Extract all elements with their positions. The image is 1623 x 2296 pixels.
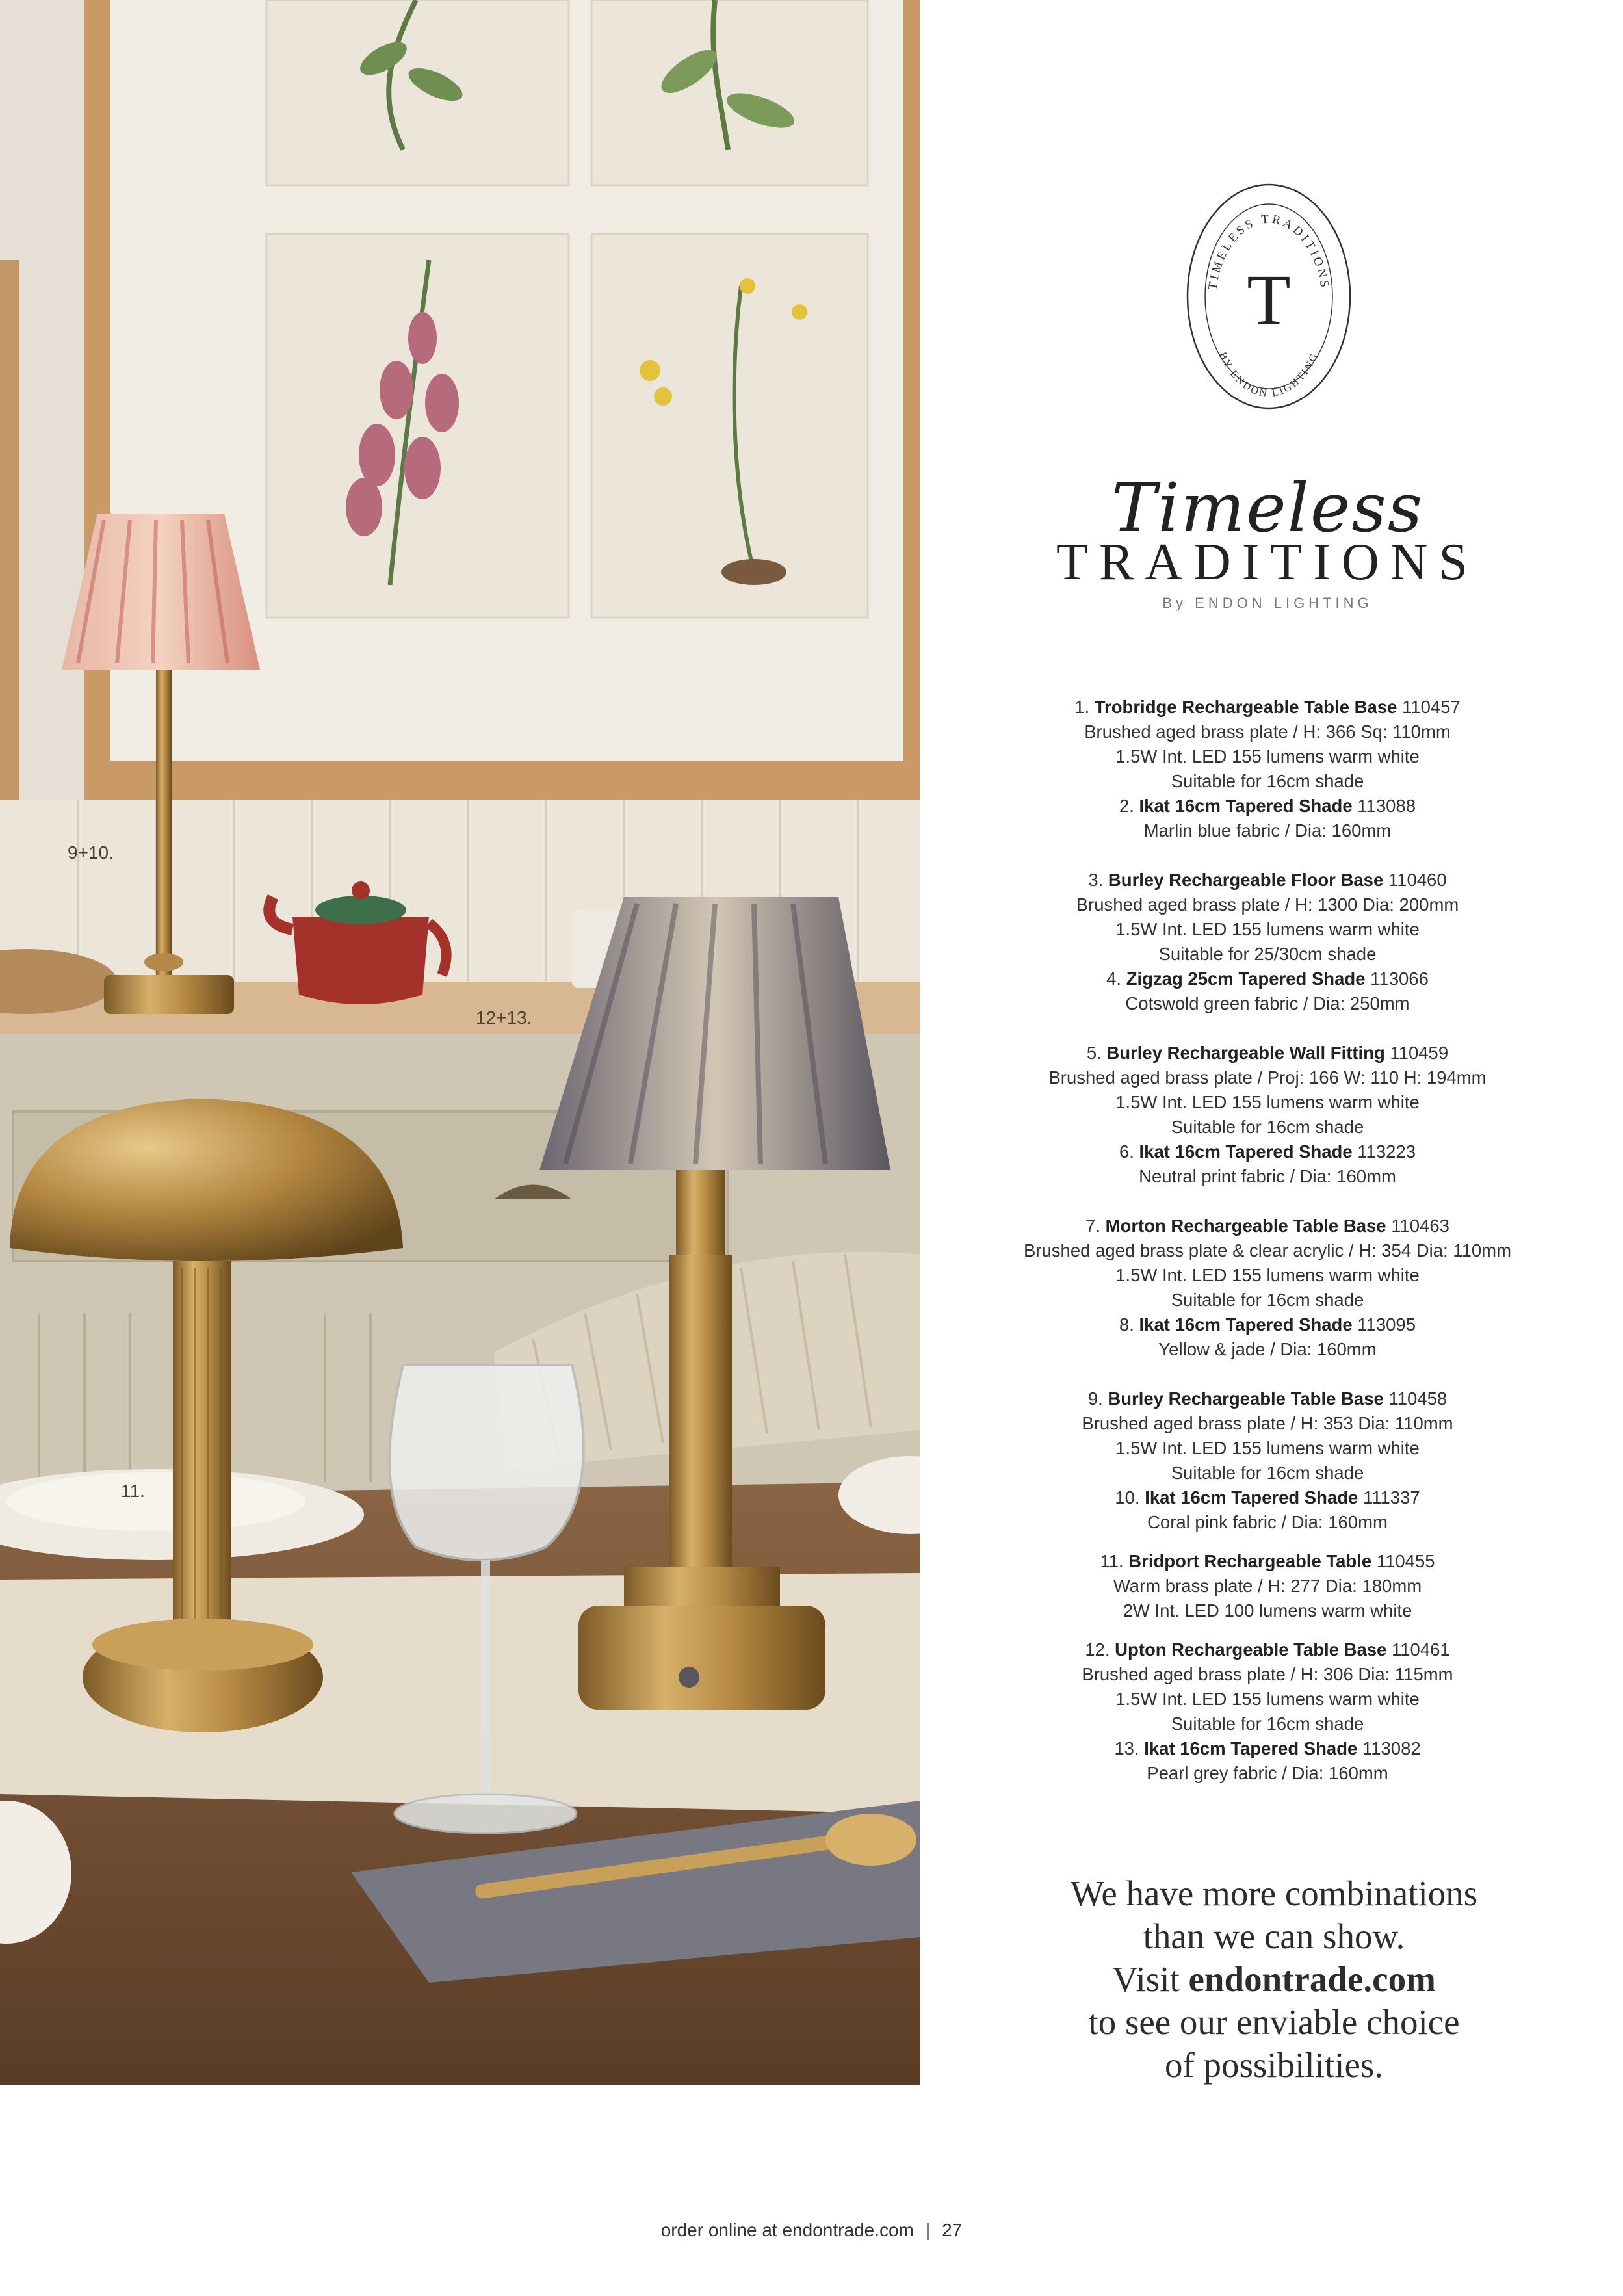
product-number: 4. [1106, 969, 1122, 989]
product-detail-line: Neutral print fabric / Dia: 160mm [1139, 1166, 1396, 1186]
product-code: 110463 [1391, 1216, 1449, 1236]
timeless-traditions-wordmark [1053, 468, 1482, 611]
product-name: Ikat 16cm Tapered Shade [1144, 1738, 1358, 1758]
photo-label-11: 11. [121, 1481, 145, 1501]
botanical-print-3 [266, 234, 569, 618]
badge-ring-top: TIMELESS TRADITIONS [1206, 212, 1332, 291]
promo-message [1014, 1872, 1534, 2087]
product-group [994, 868, 1540, 1016]
product-title-line [994, 1312, 1540, 1337]
product-code: 113082 [1362, 1738, 1421, 1758]
product-number: 8. [1119, 1314, 1134, 1335]
product-title-line [994, 1214, 1540, 1238]
product-code: 111337 [1362, 1487, 1420, 1507]
product-title-line [994, 1549, 1540, 1574]
product-detail-line: Brushed aged brass plate / H: 1300 Dia: 200mm [1076, 894, 1459, 915]
product-detail-line: Pearl grey fabric / Dia: 160mm [1147, 1763, 1388, 1783]
product-detail-line: Suitable for 16cm shade [1171, 1117, 1364, 1137]
product-name: Morton Rechargeable Table Base [1105, 1216, 1386, 1236]
photo-label-12-13: 12+13. [476, 1008, 532, 1028]
product-code: 110458 [1388, 1389, 1448, 1409]
product-name: Zigzag 25cm Tapered Shade [1126, 969, 1366, 989]
footer-separator: | [925, 2220, 931, 2240]
product-number: 1. [1074, 697, 1090, 717]
product-detail-line: Brushed aged brass plate / Proj: 166 W: 110 H: 194mm [1048, 1067, 1487, 1088]
product-title-line [994, 1041, 1540, 1065]
product-name: Burley Rechargeable Floor Base [1108, 870, 1384, 890]
product-group [994, 1549, 1540, 1623]
product-code: 110457 [1402, 697, 1461, 717]
promo-line-5: of possibilities. [1164, 2045, 1384, 2085]
wordmark-caps: TRADITIONS [1056, 534, 1479, 591]
product-number: 10. [1115, 1487, 1140, 1507]
wordmark-script: Timeless [1111, 468, 1424, 547]
product-code: 113088 [1357, 796, 1416, 816]
product-detail-line: Suitable for 16cm shade [1171, 1714, 1364, 1734]
product-title-line [994, 1140, 1540, 1164]
product-name: Ikat 16cm Tapered Shade [1145, 1487, 1358, 1507]
page-number: 27 [942, 2220, 963, 2240]
product-title-line [994, 1736, 1540, 1761]
product-number: 3. [1088, 870, 1104, 890]
product-code: 110460 [1388, 870, 1447, 890]
product-group [994, 1637, 1540, 1786]
promo-line-3 [1014, 1958, 1534, 2001]
photo-label-9-10: 9+10. [68, 842, 114, 863]
product-title-line [994, 1485, 1540, 1510]
product-detail-line: Brushed aged brass plate / H: 353 Dia: 110mm [1082, 1413, 1453, 1433]
product-title-line [994, 1637, 1540, 1662]
brand-badge-logo [1184, 181, 1353, 412]
product-title-line [994, 967, 1540, 991]
product-detail-line: Marlin blue fabric / Dia: 160mm [1143, 820, 1392, 841]
product-detail-line: 1.5W Int. LED 155 lumens warm white [1115, 746, 1420, 766]
product-number: 7. [1085, 1216, 1100, 1236]
product-detail-line: Warm brass plate / H: 277 Dia: 180mm [1113, 1576, 1422, 1596]
product-detail-line: Brushed aged brass plate / H: 306 Dia: 115mm [1082, 1664, 1453, 1684]
product-group [994, 1041, 1540, 1189]
product-detail-line: 1.5W Int. LED 155 lumens warm white [1115, 1092, 1420, 1112]
product-detail-line: 1.5W Int. LED 155 lumens warm white [1115, 1438, 1420, 1458]
product-detail-line: 2W Int. LED 100 lumens warm white [1123, 1600, 1412, 1621]
promo-site-link[interactable]: endontrade.com [1188, 1959, 1436, 1999]
product-detail-line: Suitable for 16cm shade [1171, 771, 1364, 791]
product-number: 2. [1119, 796, 1134, 816]
product-detail-line: 1.5W Int. LED 155 lumens warm white [1115, 1265, 1420, 1285]
product-name: Bridport Rechargeable Table [1128, 1551, 1372, 1571]
product-code: 110455 [1376, 1551, 1435, 1571]
product-code: 110461 [1392, 1639, 1450, 1660]
product-detail-line: Cotswold green fabric / Dia: 250mm [1125, 993, 1410, 1013]
product-code: 113095 [1357, 1314, 1416, 1335]
product-number: 9. [1087, 1389, 1103, 1409]
product-detail-line: 1.5W Int. LED 155 lumens warm white [1115, 919, 1420, 939]
product-detail-line: Suitable for 25/30cm shade [1158, 944, 1377, 964]
product-group [994, 1387, 1540, 1535]
product-detail-line: Suitable for 16cm shade [1171, 1290, 1364, 1310]
product-detail-line: Coral pink fabric / Dia: 160mm [1147, 1512, 1388, 1532]
product-title-line [994, 695, 1540, 720]
product-number: 5. [1086, 1043, 1102, 1063]
footer-order-online[interactable]: order online at endontrade.com [660, 2220, 914, 2240]
product-spec-list [994, 695, 1540, 1786]
product-number: 12. [1085, 1639, 1110, 1660]
botanical-print-2 [591, 0, 868, 185]
product-group [994, 695, 1540, 843]
product-detail-line: Brushed aged brass plate / H: 366 Sq: 110mm [1084, 722, 1451, 742]
product-code: 113066 [1370, 969, 1429, 989]
product-detail-line: Yellow & jade / Dia: 160mm [1158, 1339, 1377, 1359]
product-detail-line: Suitable for 16cm shade [1171, 1463, 1364, 1483]
badge-ring-bottom: BY ENDON LIGHTING [1217, 350, 1321, 400]
product-name: Trobridge Rechargeable Table Base [1094, 697, 1397, 717]
page-footer [0, 2220, 1623, 2241]
botanical-print-4 [591, 234, 868, 618]
product-name: Ikat 16cm Tapered Shade [1139, 796, 1353, 816]
product-number: 13. [1114, 1738, 1139, 1758]
product-code: 110459 [1390, 1043, 1449, 1063]
promo-line-1: We have more combinations [1070, 1873, 1478, 1913]
product-code: 113223 [1357, 1141, 1416, 1162]
product-name: Burley Rechargeable Wall Fitting [1106, 1043, 1385, 1063]
svg-text:BY ENDON LIGHTING [1217, 350, 1321, 399]
product-name: Upton Rechargeable Table Base [1115, 1639, 1387, 1660]
product-name: Burley Rechargeable Table Base [1108, 1389, 1384, 1409]
product-detail-line: 1.5W Int. LED 155 lumens warm white [1115, 1689, 1420, 1709]
promo-line-2: than we can show. [1143, 1916, 1405, 1956]
product-number: 6. [1119, 1141, 1134, 1162]
product-group [994, 1214, 1540, 1362]
product-title-line [994, 1387, 1540, 1411]
product-name: Ikat 16cm Tapered Shade [1139, 1314, 1353, 1335]
product-detail-line: Brushed aged brass plate & clear acrylic / H: 354 Dia: 110mm [1024, 1240, 1511, 1260]
promo-line-4: to see our enviable choice [1088, 2002, 1460, 2042]
product-title-line [994, 868, 1540, 893]
botanical-print-1 [266, 0, 569, 185]
product-name: Ikat 16cm Tapered Shade [1139, 1141, 1353, 1162]
promo-visit: Visit [1112, 1959, 1189, 1999]
product-title-line [994, 794, 1540, 818]
badge-monogram: T [1247, 260, 1291, 339]
wordmark-byline: By ENDON LIGHTING [1162, 595, 1373, 611]
product-number: 11. [1100, 1551, 1124, 1571]
